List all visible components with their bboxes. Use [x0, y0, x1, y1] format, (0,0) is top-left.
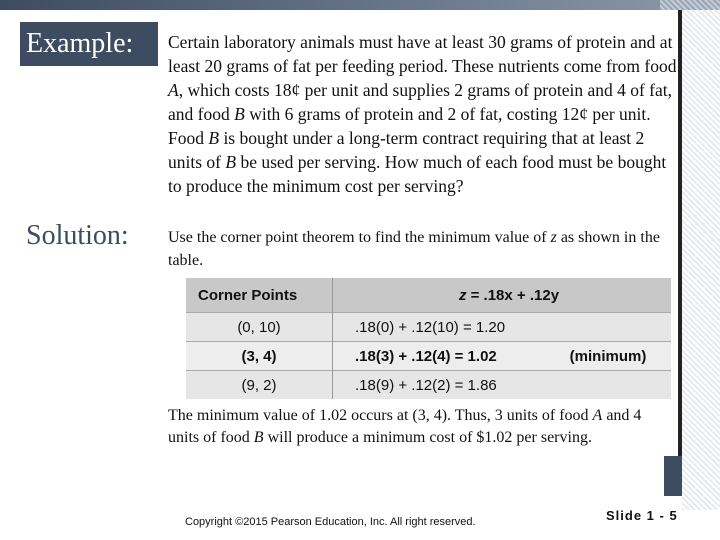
solution-label: Solution:	[20, 214, 158, 258]
food-b-var: B	[234, 104, 245, 124]
corner-point-cell: (3, 4)	[186, 342, 333, 371]
problem-text	[168, 30, 678, 198]
corner-point-table	[186, 278, 671, 399]
example-label: Example:	[20, 22, 158, 66]
top-band	[0, 0, 720, 10]
conclusion-part: will produce a minimum cost of $1.02 per serving.	[263, 429, 592, 446]
z-var: z	[550, 229, 557, 246]
calc-cell: .18(9) + .12(2) = 1.86	[333, 371, 546, 400]
copyright-footer: Copyright ©2015 Pearson Education, Inc. All right reserved.	[185, 516, 476, 528]
instruction-text	[168, 226, 668, 272]
right-accent-block	[664, 456, 682, 496]
note-cell	[545, 371, 671, 400]
instruction-part: as shown in the table.	[168, 229, 660, 269]
problem-part: be used per serving. How much of each food must be bought to produce the minimum cost per serving?	[168, 152, 667, 196]
table-row	[186, 313, 671, 342]
problem-part: is bought under a long-term contract requiring that at least 2 units of	[168, 128, 645, 172]
instruction-part: Use the corner point theorem to find the minimum value of	[168, 229, 551, 246]
conclusion-part: and 4 units of food	[168, 407, 642, 446]
right-frame-line	[678, 10, 682, 496]
food-b-var: B	[225, 152, 237, 172]
corner-point-cell: (9, 2)	[186, 371, 333, 400]
header-z-var: z	[458, 286, 467, 304]
table-row	[186, 371, 671, 400]
problem-part: , which costs 18¢ per unit and supplies 2 grams of protein and 4 of fat, and food	[168, 80, 673, 124]
problem-part: Certain laboratory animals must have at least 30 grams of protein and at least 20 grams of fat per feeding period. These nutrients come from food	[168, 32, 677, 76]
conclusion-text	[168, 405, 658, 449]
food-b-var: B	[208, 128, 220, 148]
food-a-var: A	[592, 407, 603, 424]
note-cell	[545, 313, 671, 342]
calc-cell: .18(0) + .12(10) = 1.20	[333, 313, 546, 342]
header-z-expression	[333, 278, 672, 313]
header-corner-points: Corner Points	[186, 278, 333, 313]
food-b-var: B	[253, 429, 264, 446]
minimum-note-cell: (minimum)	[545, 342, 671, 371]
calc-cell: .18(3) + .12(4) = 1.02	[333, 342, 546, 371]
top-band-pattern	[660, 0, 720, 10]
problem-part: with 6 grams of protein and 2 of fat, costing 12¢ per unit. Food	[168, 104, 651, 148]
conclusion-part: The minimum value of 1.02 occurs at (3, 4). Thus, 3 units of food	[168, 407, 593, 424]
right-pattern	[682, 10, 720, 510]
table-header-row	[186, 278, 671, 313]
corner-point-cell: (0, 10)	[186, 313, 333, 342]
table-row-minimum	[186, 342, 671, 371]
slide-number: Slide 1 - 5	[606, 508, 678, 523]
food-a-var: A	[168, 80, 179, 100]
header-expr: = .18x + .12y	[466, 286, 560, 304]
